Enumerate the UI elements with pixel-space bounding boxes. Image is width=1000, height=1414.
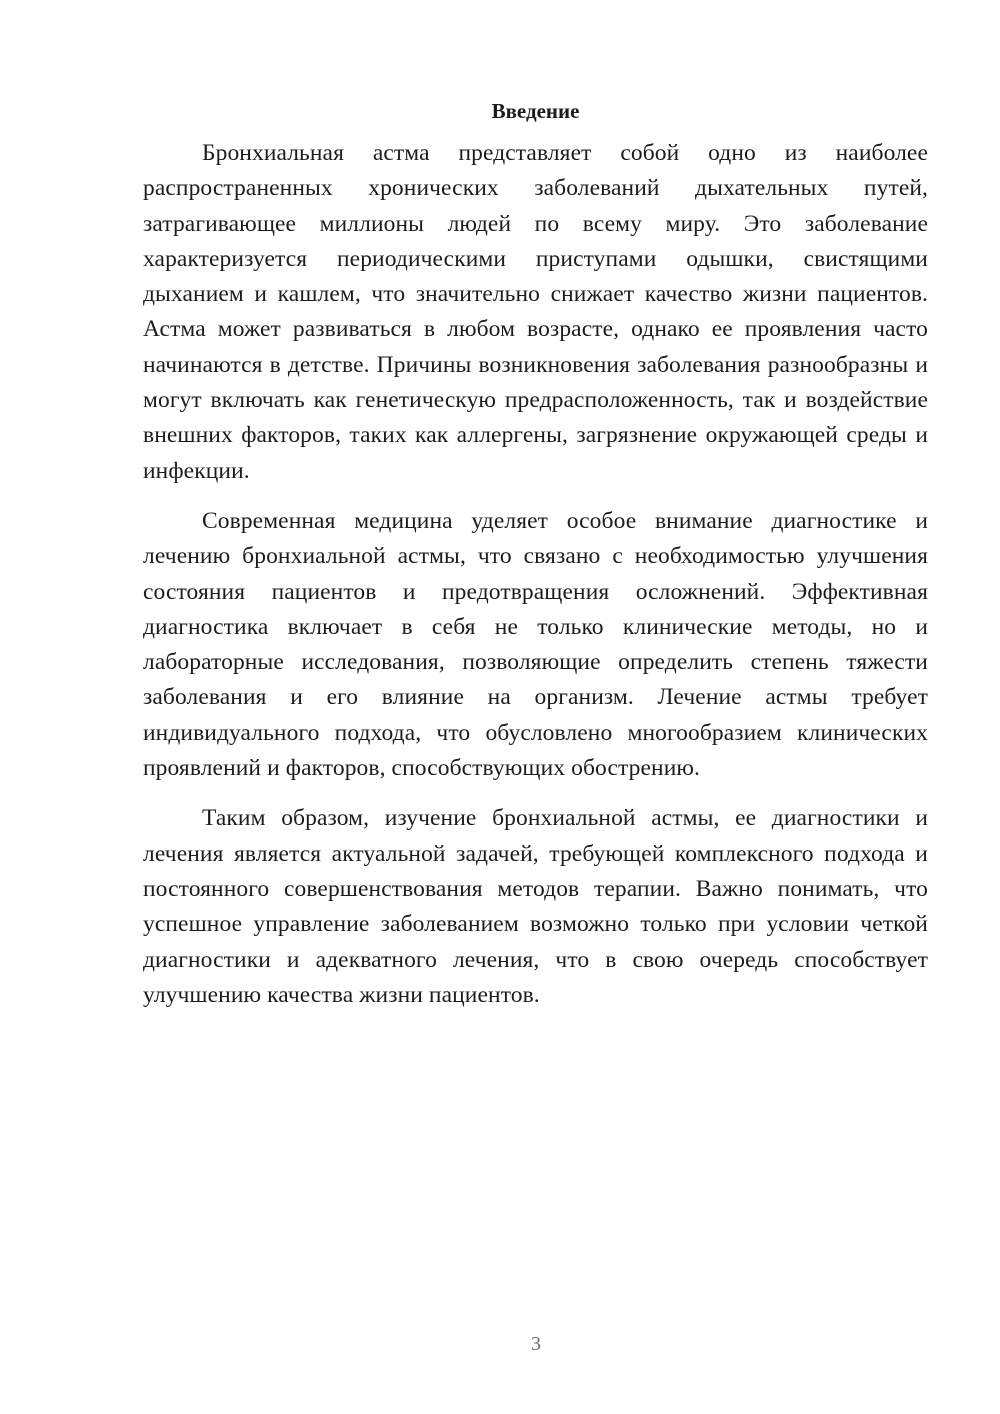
paragraph-medicine: Современная медицина уделяет особое внимание диагностике и лечению бронхиальной астмы, что связано с необходимостью улучшения состояния пациентов и предотвращения осложнений. Эффективная диагностика включает в себя не только клинические методы, но и лабораторные исследования, позволяющие определить степень тяжести заболевания и его влияние на организм. Лечение астмы требует индивидуального подхода, что обусловлено многообразием клинических проявлений и факторов, способствующих обострению. [143,507,928,782]
section-heading: Введение [491,99,580,123]
page-number: 3 [531,1333,541,1355]
page-body [143,96,928,1028]
paragraph-intro: Бронхиальная астма представляет собой одно из наиболее распространенных хронических заболеваний дыхательных путей, затрагивающее миллионы людей по всему миру. Это заболевание характеризуется периодическими приступами одышки, свистящими дыханием и кашлем, что значительно снижает качество жизни пациентов. Астма может развиваться в любом возрасте, однако ее проявления часто начинаются в детстве. Причины возникновения заболевания разнообразны и могут включать как генетическую предрасположенность, так и воздействие внешних факторов, таких как аллергены, загрязнение окружающей среды и инфекции. [143,140,928,484]
paragraph-conclusion: Таким образом, изучение бронхиальной астмы, ее диагностики и лечения является актуальной задачей, требующей комплексного подхода и постоянного совершенствования методов терапии. Важно понимать, что успешное управление заболеванием возможно только при условии четкой диагностики и адекватного лечения, что в свою очередь способствует улучшению качества жизни пациентов. [143,805,928,1008]
